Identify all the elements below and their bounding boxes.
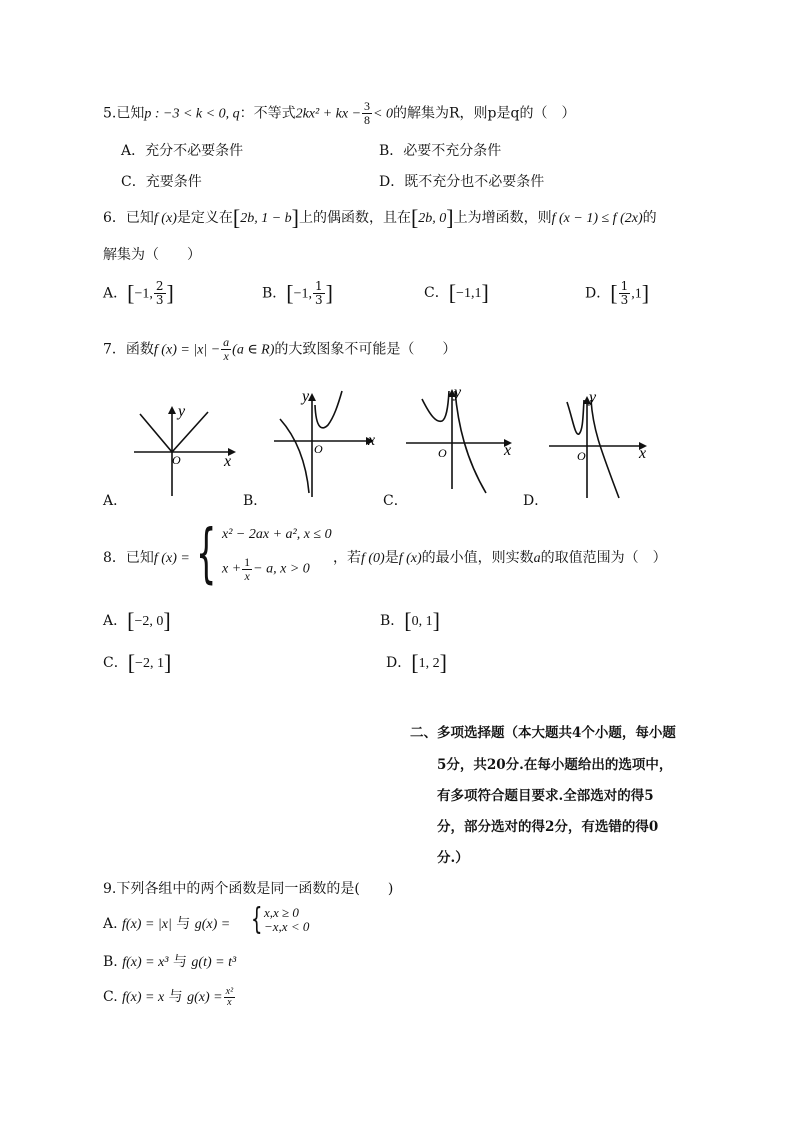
q9-case1: x,x ≥ 0	[264, 905, 299, 920]
q9-title: 9.下列各组中的两个函数是同一函数的是( )	[103, 881, 394, 897]
curve-left	[422, 391, 449, 421]
curve-right	[591, 400, 619, 498]
curve	[140, 412, 208, 452]
q5-ineq-b: < 0	[373, 106, 393, 122]
q9-option-b[interactable]: B. f(x) = x³ 与 g(t) = t³	[103, 954, 237, 970]
q8-brace: {	[196, 517, 217, 591]
y-label: y	[589, 390, 597, 406]
q5-fraction: $\frac{3}{8}$	[364, 99, 371, 127]
q6-fx: f (x)	[153, 211, 177, 226]
y-label: y	[454, 385, 462, 401]
q8-lead-block	[103, 547, 190, 567]
q7-graph-a[interactable]	[128, 400, 240, 500]
curve-right	[455, 391, 486, 493]
y-label: y	[302, 388, 310, 405]
q7-label-b: B．	[243, 493, 268, 509]
curve-left	[567, 400, 584, 434]
q8-option-a[interactable]: A．[−2, 0]	[103, 608, 171, 633]
section2-line-5: 分.）	[437, 850, 469, 866]
q7-tail: 的大致图象不可能是（ ）	[274, 341, 457, 358]
q8-lead: 8．已知	[103, 550, 154, 566]
q5-option-b[interactable]: B．必要不充分条件	[379, 143, 502, 159]
q8-case2: x + $\frac{1}{x}$ − a, x > 0	[222, 555, 310, 583]
x-label: x	[639, 445, 647, 462]
q7-graph-c[interactable]	[404, 385, 519, 500]
q6-interval: 2b, 1 − b	[240, 211, 292, 226]
origin-label: O	[314, 442, 323, 456]
section2-line-2: 5分，共20分.在每小题给出的选项中，	[437, 757, 673, 773]
q9-brace: {	[251, 902, 263, 937]
q6-mid: 上的偶函数，且在	[298, 210, 411, 226]
q5-cond-p: p : −3 < k < 0, q	[144, 106, 240, 122]
q8-stem-tail: ，若f (0)是f (x)的最小值，则实数a的取值范围为（ ）	[333, 550, 667, 566]
q7-label-c: C．	[383, 493, 408, 509]
y-arrow-icon	[168, 406, 176, 414]
origin-label: O	[577, 449, 586, 463]
q9-option-c[interactable]: C. f(x) = x 与 g(x) = $\frac{\text{x²}}{x}$	[103, 985, 234, 1008]
curve-right	[315, 391, 342, 428]
q7-graph-d[interactable]	[545, 390, 657, 502]
q6-option-b[interactable]: B．[−1, $\frac{1}{3}$ ]	[262, 279, 333, 307]
q6-mid2: 上为增函数，则	[453, 210, 552, 226]
q6-option-c[interactable]: C．[−1,1]	[424, 280, 489, 305]
q8-option-d[interactable]: D．[1, 2]	[386, 650, 447, 675]
q5-tail: 的解集为R，则p是q的（ ）	[392, 105, 576, 122]
q8-case1: x² − 2ax + a², x ≤ 0	[222, 527, 332, 542]
q5-option-c[interactable]: C．充要条件	[121, 174, 202, 190]
q5-stem	[103, 100, 575, 127]
q5-lead: 5.已知	[103, 105, 145, 122]
x-label: x	[368, 432, 376, 449]
q5-ineq-a: 2kx² + kx −	[295, 106, 362, 122]
q9-option-a[interactable]: A. f(x) = |x| 与 g(x) =	[103, 916, 231, 932]
q5-option-d[interactable]: D．既不充分也不必要条件	[379, 174, 545, 190]
section2-line-3: 有多项符合题目要求.全部选对的得5	[437, 788, 654, 804]
q6-lead: 6．已知	[103, 210, 154, 226]
q8-fx: f (x) =	[153, 551, 190, 566]
q6-def: 是定义在	[176, 210, 233, 226]
q6-tail: 的	[642, 210, 657, 226]
q6-ineq: f (x − 1) ≤ f (2x)	[551, 211, 643, 226]
x-label: x	[504, 442, 512, 459]
q6-stem: 6．已知f (x)是定义在[2b, 1 − b]上的偶函数，且在[2b, 0]上为增函数，则f (x − 1) ≤ f (2x)的	[103, 205, 657, 230]
q7-stem: 7．函数f (x) = |x| − $\frac{a}{x}$ (a ∈ R)的大致图象不可能是（ ）	[103, 335, 457, 363]
q9-case2: −x,x < 0	[264, 919, 310, 934]
q6-line2: 解集为（ ）	[103, 247, 201, 263]
q7-func-a: f (x) = |x| −	[153, 342, 221, 358]
q8-option-b[interactable]: B．[0, 1]	[380, 608, 440, 633]
q7-graph-b[interactable]	[268, 385, 383, 500]
q7-func-b: (a ∈ R)	[232, 342, 275, 358]
curve-left	[280, 419, 309, 493]
q8-option-c[interactable]: C．[−2, 1]	[103, 650, 172, 675]
q7-lead: 7．函数	[103, 341, 154, 358]
origin-label: O	[438, 446, 447, 460]
q5-option-a[interactable]: A．充分不必要条件	[121, 143, 244, 159]
q6-interval2: 2b, 0	[418, 211, 447, 226]
origin-label: O	[172, 453, 181, 467]
q6-option-a[interactable]: A．[−1, $\frac{2}{3}$ ]	[103, 279, 174, 307]
q6-option-d[interactable]: D．[ $\frac{1}{3}$ ,1]	[585, 279, 650, 307]
section2-line-4: 分，部分选对的得2分，有选错的得0	[437, 819, 659, 835]
q5-mid: ：不等式	[239, 105, 296, 122]
q7-label-a: A．	[103, 493, 128, 509]
y-arrow-icon	[308, 393, 316, 401]
y-label: y	[178, 403, 186, 420]
x-label: x	[224, 453, 232, 470]
q7-label-d: D．	[523, 493, 549, 509]
section2-line-1: 二、多项选择题（本大题共4个小题，每小题	[410, 725, 676, 741]
